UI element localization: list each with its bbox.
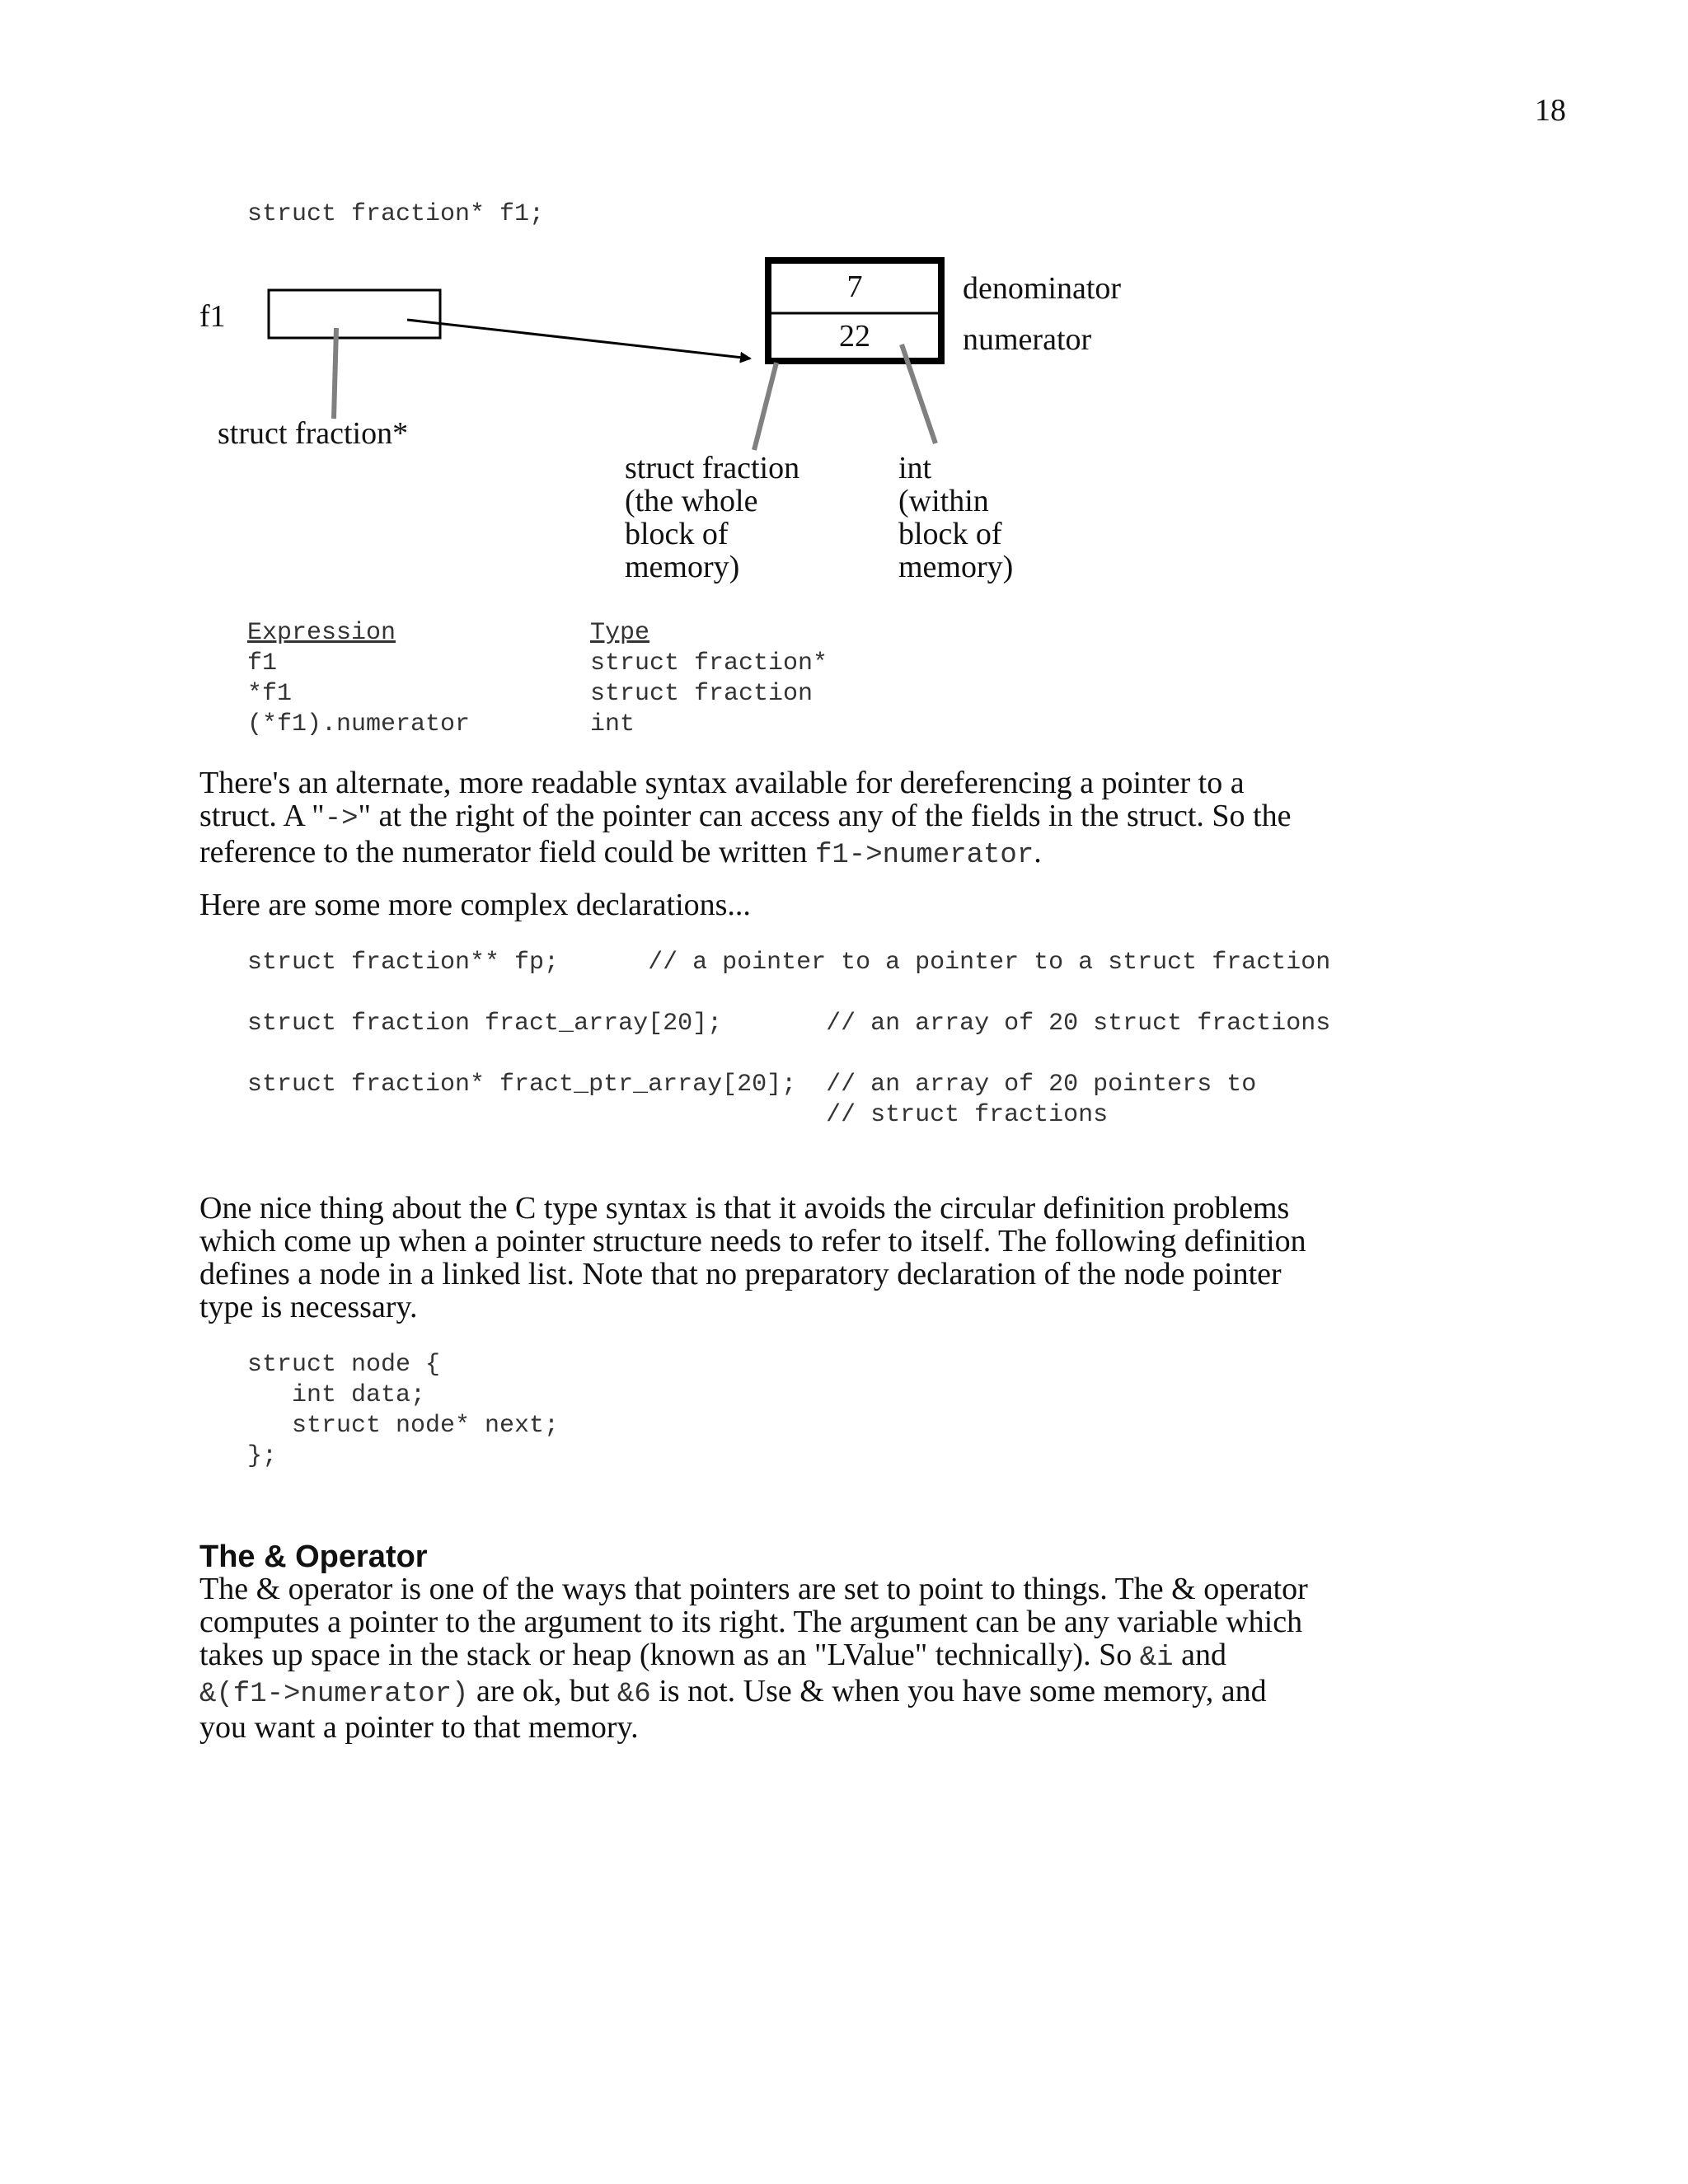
pointer-box [269,290,440,338]
type-table-type-column [590,618,828,740]
table-row: int [590,710,635,738]
complex-declarations-code: struct fraction** fp; // a pointer to a pointer to a struct fraction struct fraction fract_array[20]; // an array of 20 struct fractions struct fraction* fract_ptr_array[20]; // an array of 20 pointers to // struct fractions [247,949,1331,1129]
denominator-label: denominator [963,271,1122,306]
int-caption: int (within block of memory) [898,451,1014,584]
type-header: Type [590,619,650,647]
expression-header: Expression [247,619,396,647]
table-row: struct fraction* [590,649,828,677]
numerator-label: numerator [963,322,1092,357]
inline-code: &i [1139,1643,1174,1674]
section-heading: The & Operator [199,1540,428,1574]
declaration-code: struct fraction* f1; [247,200,545,228]
table-row: (*f1).numerator [247,710,471,738]
node-struct-code: struct node { int data; struct node* next; }; [247,1351,560,1470]
table-row: *f1 [247,680,293,708]
page-number: 18 [1535,93,1566,128]
inline-code: &(f1->numerator) [199,1679,469,1710]
paragraph-ampersand-operator: The & operator is one of the ways that pointers are set to point to things. The & operator computes a pointer to the argument to its right. The argument can be any variable which takes up space in the stack or heap (known as an "LValue" technically). So &i and &(f1->numerator) are ok, but &6 is not. Use & when you have some memory, and you want a pointer to that memory. [199,1572,1308,1745]
table-row: f1 [247,649,278,677]
denominator-value: 7 [846,269,863,304]
paragraph-complex-intro: Here are some more complex declarations... [199,888,751,922]
paragraph-arrow-syntax: There's an alternate, more readable syntax available for dereferencing a pointer to a struct. A "->" at the right of the pointer can access any of the fields in the struct. So the reference to the numerator field could be written f1->numerator. [199,766,1292,871]
pointer-diagram [0,0,1688,626]
inline-code: f1->numerator [815,840,1034,871]
struct-leader [754,363,776,450]
type-table-expression-column [247,618,470,740]
pointer-type-label: struct fraction* [218,416,409,451]
pointer-type-leader [334,328,336,419]
inline-code: &6 [617,1679,651,1710]
table-row: struct fraction [590,680,814,708]
numerator-value: 22 [839,319,870,354]
paragraph-linked-list: One nice thing about the C type syntax is that it avoids the circular definition problems which come up when a pointer structure needs to refer to itself. The following definition defines a node in a linked list. Note that no preparatory declaration of the node pointer type is necessary. [199,1191,1306,1324]
struct-caption: struct fraction (the whole block of memory) [625,451,800,584]
variable-label: f1 [199,299,226,334]
pointer-arrow [407,320,750,359]
